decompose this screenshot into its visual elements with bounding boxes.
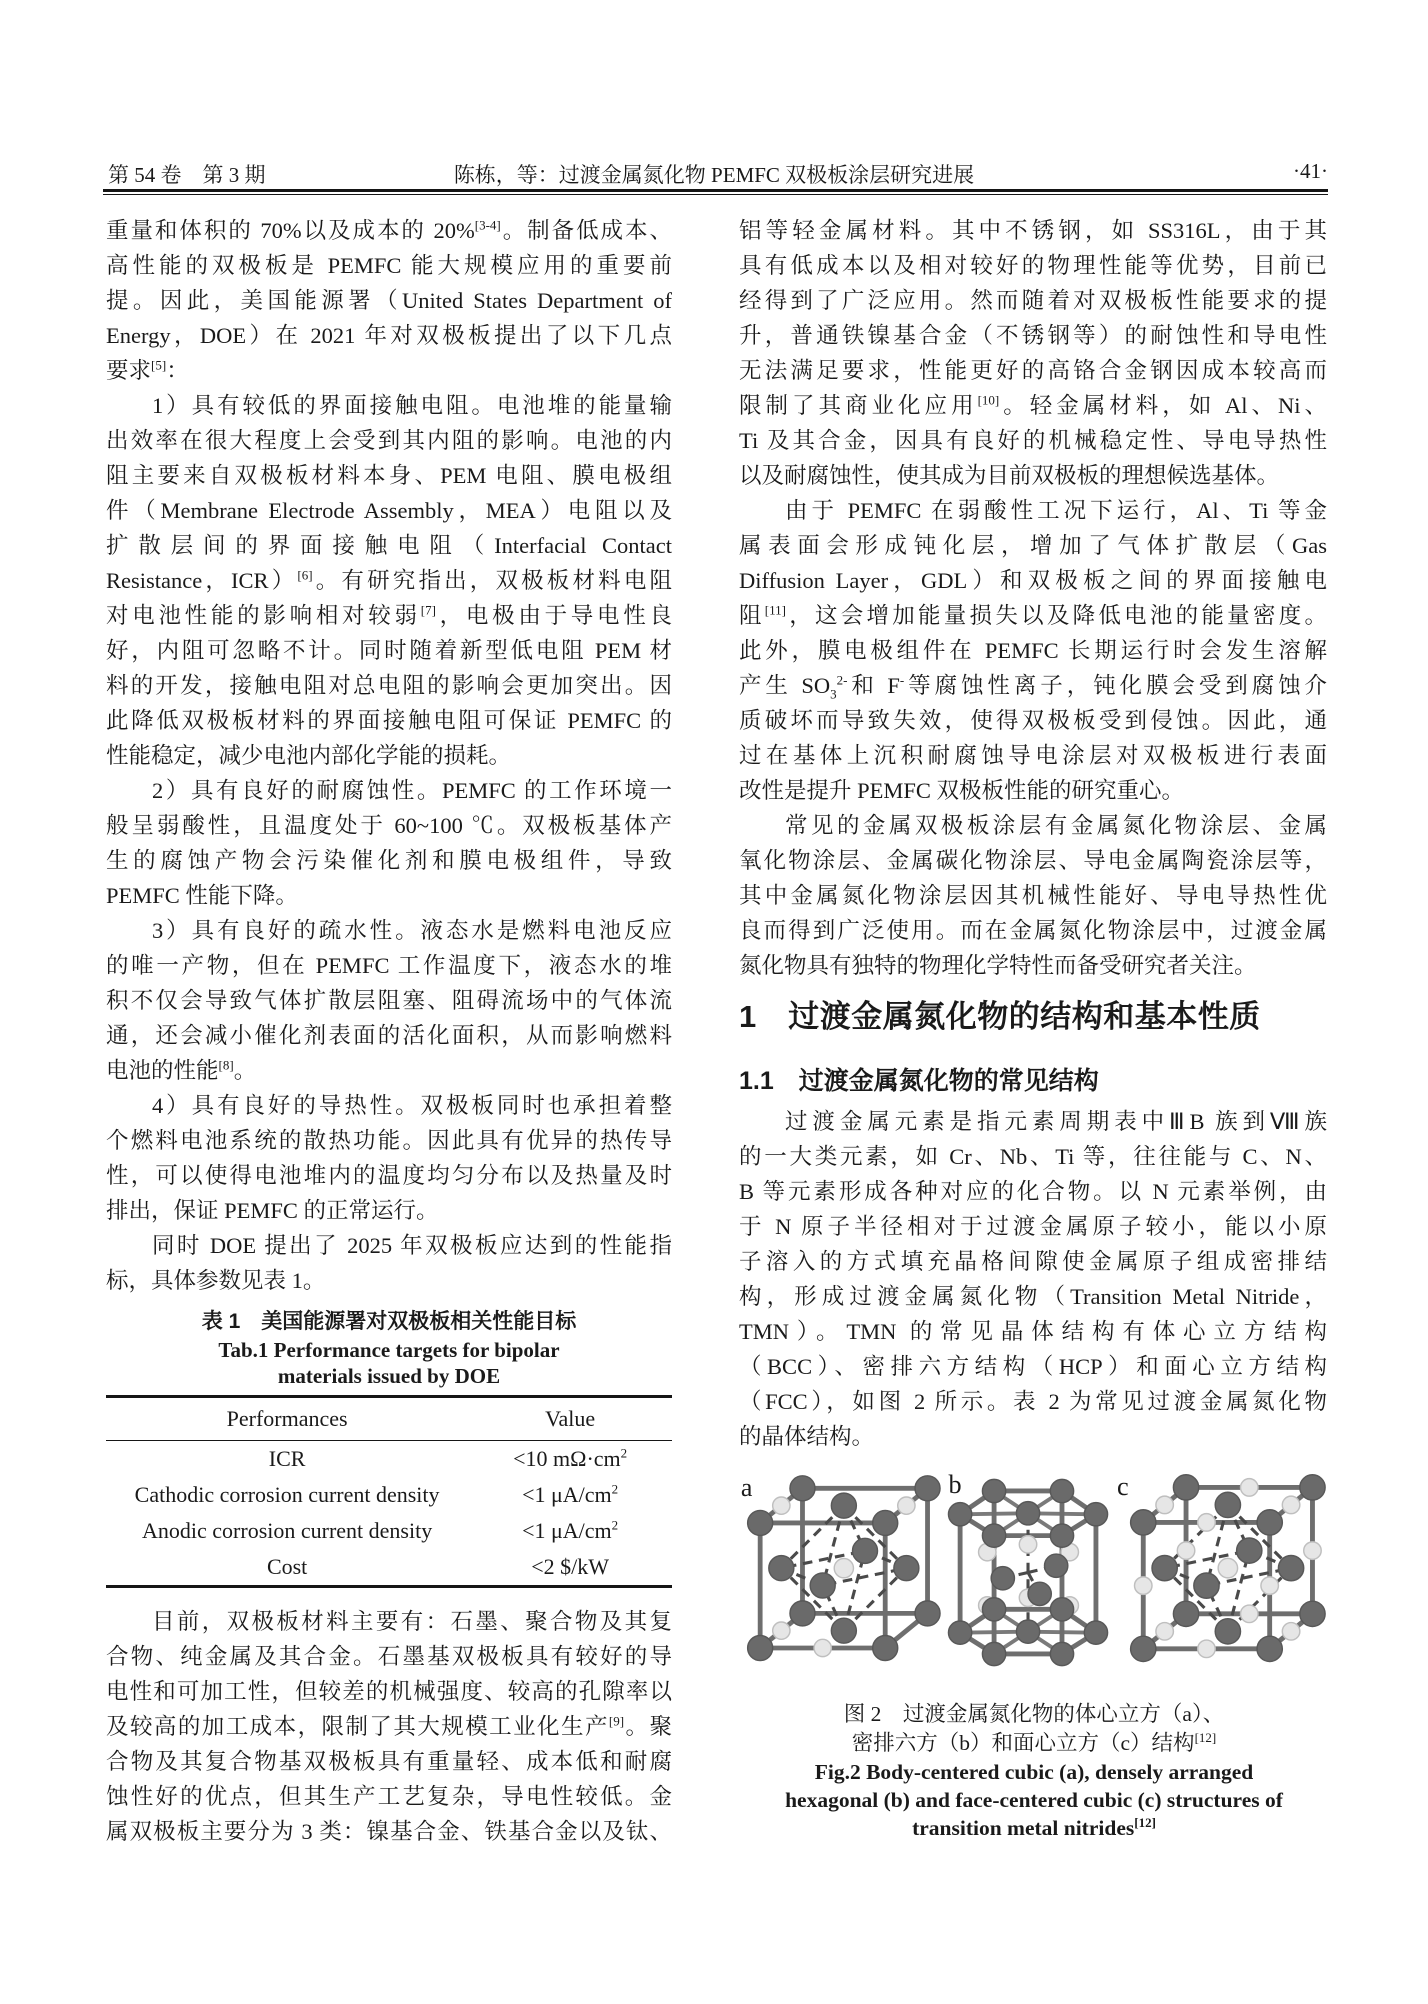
text-line: 具有低成本以及相对较好的物理性能等优势，目前已 bbox=[739, 253, 1327, 278]
table-cell-value: <1 $\mu A/cm^2$ bbox=[522, 1517, 619, 1543]
text-line: 生的腐蚀产物会污染催化剂和膜电极组件，导致 bbox=[106, 848, 672, 873]
table-cell-value: <10 $m\Omega\cdot cm^2$ bbox=[513, 1445, 628, 1471]
section-1-heading: 1 过渡金属氮化物的结构和基本性质 bbox=[739, 999, 1261, 1034]
text-line: 属双极板主要分为 3 类：镍基合金、铁基合金以及钛、 bbox=[106, 1819, 672, 1844]
text-line: 4）具有良好的导热性。双极板同时也承担着整 bbox=[152, 1093, 672, 1118]
text-line: 对电池性能的影响相对较弱[7]，电极由于导电性良 bbox=[106, 602, 672, 628]
text-line: 性能稳定，减少电池内部化学能的损耗。 bbox=[106, 743, 512, 768]
text-line: 2）具有良好的耐腐蚀性。PEMFC 的工作环境一 bbox=[152, 778, 672, 803]
text-line: 质破坏而导致失效，使得双极板受到侵蚀。因此，通 bbox=[739, 708, 1327, 733]
right-column-text bbox=[739, 213, 1327, 983]
text-line: 常见的金属双极板涂层有金属氮化物涂层、金属 bbox=[785, 813, 1327, 838]
text-line: 其中金属氮化物涂层因其机械性能好、导电导热性优 bbox=[739, 883, 1327, 908]
text-line: 好，内阻可忽略不计。同时随着新型低电阻 PEM 材 bbox=[106, 638, 672, 663]
text-line: 1）具有较低的界面接触电阻。电池堆的能量输 bbox=[152, 393, 672, 418]
table1-caption-en-line2: materials issued by DOE bbox=[277, 1364, 501, 1388]
section-1-1-heading: 1.1 过渡金属氮化物的常见结构 bbox=[739, 1067, 1099, 1095]
text-line: 经得到了广泛应用。然而随着对双极板性能要求的提 bbox=[739, 288, 1327, 313]
text-line: 通，还会减小催化剂表面的活化面积，从而影响燃料 bbox=[106, 1023, 672, 1048]
table1-caption-cn: 表 1 美国能源署对双极板相关性能目标 bbox=[201, 1310, 577, 1333]
text-line: 阻主要来自双极板材料本身、PEM 电阻、膜电极组 bbox=[106, 463, 672, 488]
header-page-number: ·41· bbox=[1293, 159, 1328, 183]
table1-caption-en-line1: Tab.1 Performance targets for bipolar bbox=[218, 1338, 560, 1362]
figure2-caption-en-line2: hexagonal (b) and face-centered cubic (c) structures of bbox=[785, 1788, 1283, 1812]
text-line: 无法满足要求，性能更好的高铬合金钢因成本较高而 bbox=[739, 358, 1327, 383]
text-line: 此外，膜电极组件在 PEMFC 长期运行时会发生溶解 bbox=[739, 638, 1327, 663]
table-row bbox=[106, 1441, 672, 1478]
left-column-text bbox=[106, 213, 672, 1298]
crystal-structure-fcc-figure bbox=[1117, 1458, 1329, 1686]
text-line: 的晶体结构。 bbox=[739, 1424, 875, 1449]
text-line: 件（Membrane Electrode Assembly，MEA）电阻以及 bbox=[106, 498, 672, 523]
text-line: 般呈弱酸性，且温度处于 60~100 ℃。双极板基体产 bbox=[106, 813, 672, 838]
table-cell-performance: ICR bbox=[268, 1446, 306, 1471]
table-row bbox=[106, 1513, 672, 1549]
text-line: 重量和体积的 70%以及成本的 20%[3-4]。制备低成本、 bbox=[106, 217, 672, 243]
figure2-caption-en-line3: transition metal nitrides[12] bbox=[912, 1814, 1156, 1840]
text-line: 氧化物涂层、金属碳化物涂层、导电金属陶瓷涂层等， bbox=[739, 848, 1327, 873]
table-cell-value: <1 $\mu A/cm^2$ bbox=[522, 1481, 619, 1507]
table-cell-performance: Cost bbox=[266, 1554, 308, 1579]
figure2-label-b: b bbox=[948, 1469, 962, 1499]
table-row bbox=[106, 1477, 672, 1513]
table-header-row bbox=[106, 1397, 672, 1441]
text-line: 以及耐腐蚀性，使其成为目前双极板的理想候选基体。 bbox=[739, 463, 1280, 488]
text-line: 产生 $SO_3^{2-}$和 F-等腐蚀性离子，钝化膜会受到腐蚀介 bbox=[739, 672, 1327, 702]
text-line: 要求[5]： bbox=[106, 357, 189, 383]
text-line: 合物、纯金属及其合金。石墨基双极板具有较好的导 bbox=[106, 1644, 672, 1669]
text-line: 的一大类元素，如 Cr、Nb、Ti 等，往往能与 C、N、 bbox=[739, 1144, 1327, 1169]
text-line: （FCC），如图 2 所示。表 2 为常见过渡金属氮化物 bbox=[739, 1389, 1327, 1414]
text-line: 子溶入的方式填充晶格间隙使金属原子组成密排结 bbox=[739, 1249, 1327, 1274]
text-line: 铝等轻金属材料。其中不锈钢，如 SS316L，由于其 bbox=[739, 218, 1327, 243]
text-line: 改性是提升 PEMFC 双极板性能的研究重心。 bbox=[739, 778, 1185, 803]
text-line: 限制了其商业化应用[10]。轻金属材料，如 Al、Ni、 bbox=[739, 392, 1327, 418]
text-line: 过渡金属元素是指元素周期表中ⅢB 族到Ⅷ族 bbox=[785, 1109, 1327, 1134]
table-cell-value: <2 $/kW bbox=[531, 1554, 610, 1579]
text-line: 目前，双极板材料主要有：石墨、聚合物及其复 bbox=[152, 1609, 672, 1634]
text-line: Ti 及其合金，因具有良好的机械稳定性、导电导热性 bbox=[739, 428, 1327, 453]
text-line: 的唯一产物，但在 PEMFC 工作温度下，液态水的堆 bbox=[106, 953, 672, 978]
figure2-caption-en-line1: Fig.2 Body-centered cubic (a), densely arranged bbox=[814, 1760, 1254, 1784]
header-rule bbox=[103, 189, 1328, 195]
figure2-caption-cn-line1: 图 2 过渡金属氮化物的体心立方（a）、 bbox=[843, 1702, 1225, 1726]
text-line: 由于 PEMFC 在弱酸性工况下运行，Al、Ti 等金 bbox=[785, 498, 1327, 523]
text-line: 积不仅会导致气体扩散层阻塞、阻碍流场中的气体流 bbox=[106, 988, 672, 1013]
text-line: 标，具体参数见表 1。 bbox=[106, 1268, 326, 1293]
figure2-caption-cn-line2: 密排六方（b）和面心立方（c）结构[12] bbox=[851, 1729, 1217, 1755]
text-line: 构，形成过渡金属氮化物（Transition Metal Nitride， bbox=[739, 1284, 1327, 1309]
text-line: （BCC）、密排六方结构（HCP）和面心立方结构 bbox=[739, 1354, 1327, 1379]
text-line: 蚀性好的优点，但其生产工艺复杂，导电性较低。金 bbox=[106, 1784, 672, 1809]
text-line: 电池的性能[8]。 bbox=[106, 1057, 257, 1083]
text-line: 氮化物具有独特的物理化学特性而备受研究者关注。 bbox=[739, 953, 1257, 978]
header-volume-issue: 第 54 卷 第 3 期 bbox=[108, 163, 266, 187]
text-line: 个燃料电池系统的散热功能。因此具有优异的热传导 bbox=[106, 1128, 672, 1153]
crystal-structure-hcp-figure bbox=[946, 1458, 1112, 1686]
table-cell-performance: Cathodic corrosion current density bbox=[134, 1482, 440, 1507]
text-line: 电性和可加工性，但较差的机械强度、较高的孔隙率以 bbox=[106, 1679, 672, 1704]
figure2-label-a: a bbox=[740, 1473, 753, 1503]
text-line: 高性能的双极板是 PEMFC 能大规模应用的重要前 bbox=[106, 253, 672, 278]
text-line: 料的开发，接触电阻对总电阻的影响会更加突出。因 bbox=[106, 673, 672, 698]
text-line: 过在基体上沉积耐腐蚀导电涂层对双极板进行表面 bbox=[739, 743, 1327, 768]
text-line: 排出，保证 PEMFC 的正常运行。 bbox=[106, 1198, 439, 1223]
text-line: 性，可以使得电池堆内的温度均匀分布以及热量及时 bbox=[106, 1163, 672, 1188]
text-line: 合物及其复合物基双极板具有重量轻、成本低和耐腐 bbox=[106, 1749, 672, 1774]
crystal-structure-bcc-figure bbox=[739, 1458, 941, 1686]
text-line: 升，普通铁镍基合金（不锈钢等）的耐蚀性和导电性 bbox=[739, 323, 1327, 348]
text-line: 阻[11]，这会增加能量损失以及降低电池的能量密度。 bbox=[739, 602, 1327, 628]
table-cell-performance: Anodic corrosion current density bbox=[142, 1518, 433, 1543]
text-line: 此降低双极板材料的界面接触电阻可保证 PEMFC 的 bbox=[106, 708, 672, 733]
table1-col-performances: Performances bbox=[106, 1397, 468, 1441]
text-line: Resistance，ICR）[6]。有研究指出，双极板材料电阻 bbox=[106, 567, 672, 593]
left-column-text-after-table bbox=[106, 1604, 672, 1849]
text-line: B 等元素形成各种对应的化合物。以 N 元素举例，由 bbox=[739, 1179, 1327, 1204]
text-line: Energy，DOE）在 2021 年对双极板提出了以下几点 bbox=[106, 323, 672, 348]
text-line: 提。因此，美国能源署（United States Department of bbox=[106, 288, 672, 313]
text-line: 出效率在很大程度上会受到其内阻的影响。电池的内 bbox=[106, 428, 672, 453]
figure2-label-c: c bbox=[1117, 1472, 1129, 1502]
text-line: 同时 DOE 提出了 2025 年双极板应达到的性能指 bbox=[152, 1233, 672, 1258]
figure2-images bbox=[739, 1458, 1329, 1686]
text-line: 及较高的加工成本，限制了其大规模工业化生产[9]。聚 bbox=[106, 1713, 672, 1739]
text-line: 3）具有良好的疏水性。液态水是燃料电池反应 bbox=[152, 918, 672, 943]
figure2-caption bbox=[739, 1700, 1329, 1842]
text-line: Diffusion Layer，GDL）和双极板之间的界面接触电 bbox=[739, 568, 1327, 593]
table1-block bbox=[106, 1307, 672, 1588]
text-line: 良而得到广泛使用。而在金属氮化物涂层中，过渡金属 bbox=[739, 918, 1327, 943]
right-column-section-text bbox=[739, 1104, 1327, 1454]
text-line: 于 N 原子半径相对于过渡金属原子较小，能以小原 bbox=[739, 1214, 1327, 1239]
table-row bbox=[106, 1549, 672, 1587]
table1-col-value: Value bbox=[468, 1397, 672, 1441]
text-line: TMN）。TMN 的常见晶体结构有体心立方结构 bbox=[739, 1319, 1327, 1344]
text-line: PEMFC 性能下降。 bbox=[106, 883, 298, 908]
text-line: 扩散层间的界面接触电阻（Interfacial Contact bbox=[106, 533, 672, 558]
header-running-title: 陈栋，等：过渡金属氮化物 PEMFC 双极板涂层研究进展 bbox=[453, 163, 975, 187]
text-line: 属表面会形成钝化层，增加了气体扩散层（Gas bbox=[739, 533, 1327, 558]
performance-targets-table bbox=[106, 1395, 672, 1588]
